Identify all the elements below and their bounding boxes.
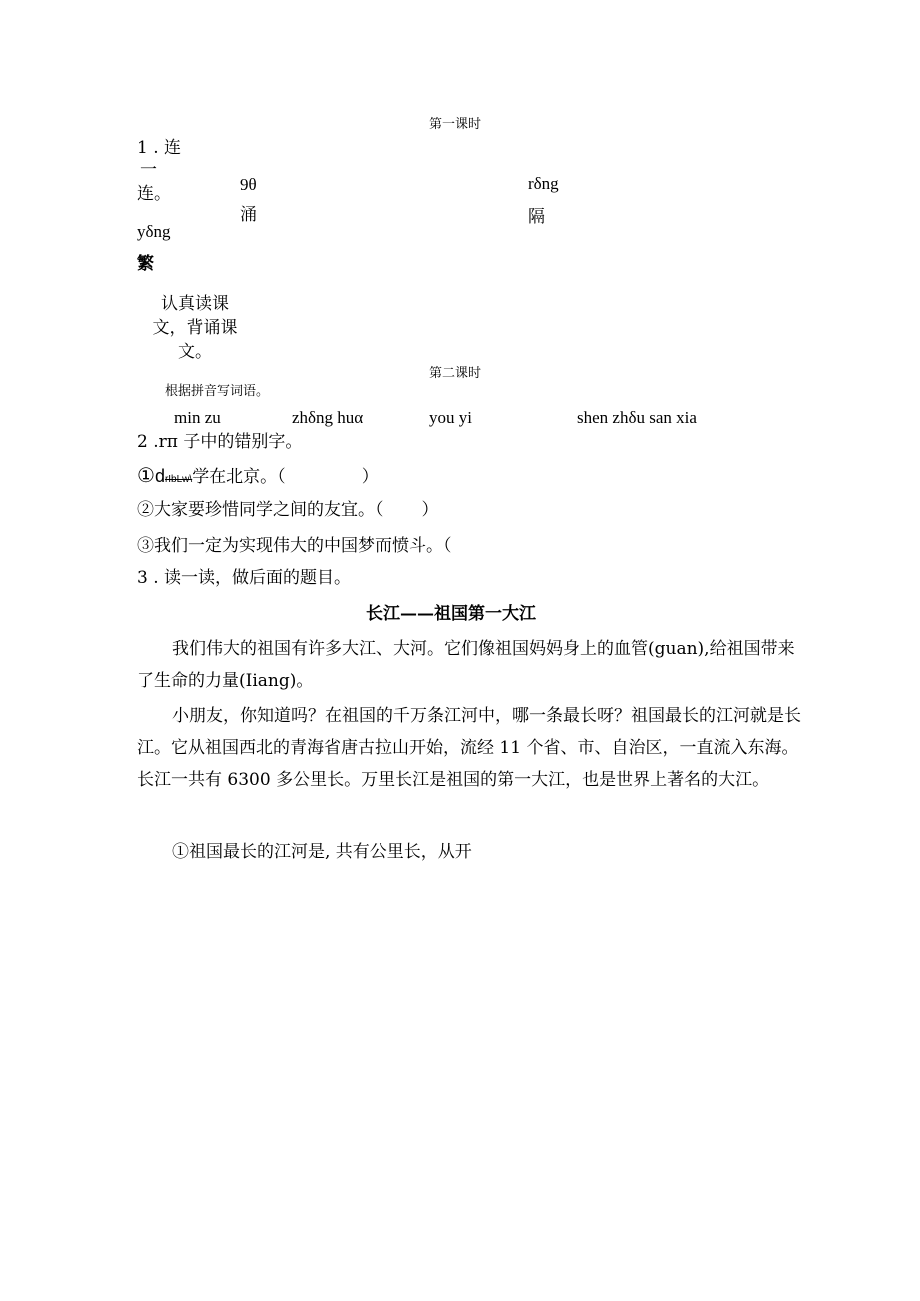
pinyin-word-5: yδng <box>137 222 171 241</box>
q2-item-2-close: ） <box>421 500 439 520</box>
q2-item-3-num: ③ <box>137 536 154 556</box>
lesson1-heading: 第一课时 <box>429 117 482 132</box>
task-line-2: 文，背诵课 <box>152 318 238 338</box>
q2-item-3 <box>137 538 452 555</box>
pinyin-item-4: shen zhδu san xia <box>577 408 697 427</box>
pinyin-word-1: 9θ <box>240 175 257 194</box>
pinyin-word-2: rδng <box>528 174 559 193</box>
lesson2-heading: 第二课时 <box>429 366 482 381</box>
passage-paragraph-1: 我们伟大的祖国有许多大江、大河。它们像祖国妈妈身上的血管(guan),给祖国带来了生命的力量(Iiang)。 <box>137 639 795 691</box>
q2-item-1-lead: d <box>154 466 165 486</box>
q1-continuation: 连。 <box>137 184 171 204</box>
passage-paragraph-2: 小朋友，你知道吗？在祖国的千万条江河中，哪一条最长呀？祖国最长的江河就是长江。它从祖国西北的青海省唐古拉山开始，流经 11 个省、市、自治区，一直流入东海。长江一共有 6300 多公里长。万里长江是祖国的第一大江，也是世界上著名的大江。 <box>137 706 801 790</box>
pinyin-item-2: zhδng huα <box>292 408 364 427</box>
pinyin-item-3: you yi <box>429 408 472 427</box>
pinyin-instruction: 根据拼音写词语。 <box>165 384 270 399</box>
char-word-6: 繁 <box>137 254 154 274</box>
q2-item-1-close: ） <box>361 467 379 487</box>
task-line-3: 文。 <box>178 342 212 362</box>
q2-item-1-num: ① <box>137 463 155 487</box>
char-word-4: 隔 <box>528 207 545 227</box>
passage-question-1: ①祖国最长的江河是, 共有公里长，从开 <box>172 842 472 862</box>
q2-item-2-num: ② <box>137 500 154 520</box>
q2-item-1-garbled: rIbLw\ <box>164 474 193 485</box>
q2-item-2 <box>137 502 439 519</box>
q3-label: 3 . 读一读，做后面的题目。 <box>137 568 352 588</box>
q1-label: 1 . 连 <box>137 138 182 158</box>
char-word-3: 涌 <box>240 205 257 225</box>
q1-continuation-dash: 一 <box>140 160 157 180</box>
q2-item-1-text: 学在北京。（ <box>192 467 286 487</box>
q2-item-3-text: 我们一定为实现伟大的中国梦而愤斗。（ <box>154 536 452 556</box>
q2-item-2-text: 大家要珍惜同学之间的友宜。（ <box>154 500 384 520</box>
pinyin-item-1: min zu <box>174 408 221 427</box>
task-line-1: 认真读课 <box>161 294 229 314</box>
q2-item-1 <box>137 465 379 486</box>
task-recite <box>140 292 250 364</box>
passage-title: 长江——祖国第一大江 <box>366 604 536 624</box>
q2-label: 2 .rπ 子中的错别字。 <box>137 432 303 452</box>
